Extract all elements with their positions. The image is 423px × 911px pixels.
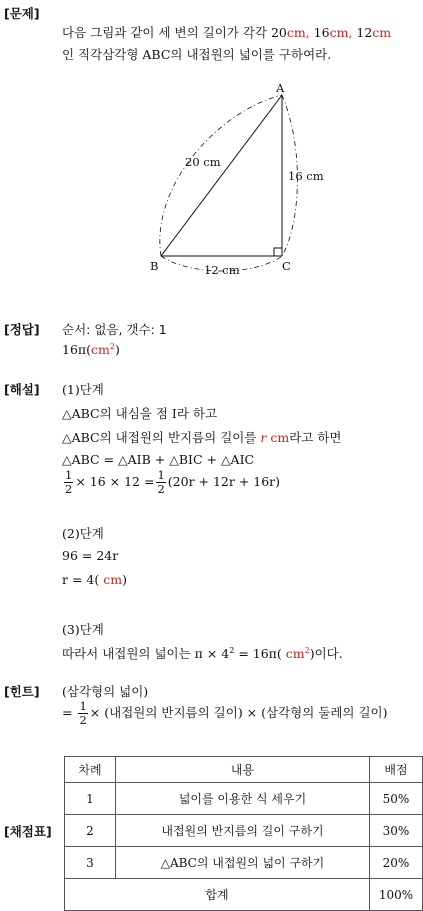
step1-line-2 <box>62 428 342 446</box>
step2-close: ) <box>122 572 127 587</box>
eq-left: × 16 × 12 = <box>75 474 155 489</box>
side-value-2: 16 <box>309 25 330 40</box>
answer-unit <box>91 342 115 357</box>
vertex-a-label: A <box>276 81 285 95</box>
row-order: 3 <box>65 847 116 879</box>
answer-label: [정답] <box>4 322 40 337</box>
step1-text-end: 라고 하면 <box>289 430 342 445</box>
unit-2: cm, <box>329 25 353 40</box>
answer-line-2 <box>62 342 120 357</box>
row-order: 2 <box>65 815 116 847</box>
fraction-half-2 <box>156 470 165 495</box>
total-row <box>65 879 423 911</box>
step1-title: (1)단계 <box>62 382 104 397</box>
table-row <box>65 815 423 847</box>
step2-unit: cm <box>99 572 123 587</box>
row-order: 1 <box>65 783 116 815</box>
step1-line-1: △ABC의 내심을 점 I라 하고 <box>62 406 218 421</box>
step1-equation <box>62 470 280 495</box>
step3-unit-exp: 2 <box>304 645 310 655</box>
side-value-1: 20 <box>270 25 287 40</box>
step2-line-2 <box>62 572 127 587</box>
rubric-table <box>64 756 423 911</box>
step2-line-1: 96 = 24r <box>62 548 119 563</box>
frac-numerator: 1 <box>157 468 165 482</box>
hint-label: [힌트] <box>4 684 40 699</box>
hint-line-1: (삼각형의 넓이) <box>62 684 149 699</box>
radius-var: r <box>260 430 267 445</box>
step3-unit-text: cm <box>281 646 305 661</box>
row-content: 넓이를 이용한 식 세우기 <box>116 783 370 815</box>
side-value-3: 12 <box>352 25 373 40</box>
frac-denominator: 2 <box>79 712 87 727</box>
rubric-label: [채점표] <box>4 824 52 839</box>
step3-title: (3)단계 <box>62 622 104 637</box>
step3-text: 따라서 내접원의 넓이는 π × 4 <box>62 646 230 661</box>
step1-text: △ABC의 내접원의 반지름의 길이를 <box>62 430 261 445</box>
step2-text: r = 4( <box>62 572 100 587</box>
frac-numerator: 1 <box>65 468 73 482</box>
side-ab-label: 20 cm <box>185 155 221 169</box>
answer-unit-exp: 2 <box>109 342 115 351</box>
total-score: 100% <box>370 879 423 911</box>
row-content: 내접원의 반지름의 길이 구하기 <box>116 815 370 847</box>
right-angle-mark <box>274 248 282 256</box>
answer-close: ) <box>114 342 120 358</box>
row-score: 30% <box>370 815 423 847</box>
solution-label: [해설] <box>4 382 40 397</box>
problem-label: [문제] <box>4 6 40 21</box>
side-ac-label: 16 cm <box>288 169 324 183</box>
problem-line-2: 인 직각삼각형 ABC의 내접원의 넓이를 구하여라. <box>62 47 332 62</box>
step1-line-3: △ABC = △AIB + △BIC + △AIC <box>62 452 255 467</box>
hint-line-2 <box>62 701 388 726</box>
answer-unit-text: cm <box>91 342 110 358</box>
frac-denominator: 2 <box>65 481 73 496</box>
header-score: 배점 <box>370 757 423 783</box>
row-score: 50% <box>370 783 423 815</box>
step3-unit <box>282 646 310 661</box>
radius-unit: cm <box>266 430 290 445</box>
hint-formula: × (내접원의 반지름의 길이) × (삼각형의 둘레의 길이) <box>89 705 388 720</box>
fraction-half-1 <box>64 470 73 495</box>
unit-3: cm <box>372 25 392 40</box>
table-row <box>65 783 423 815</box>
row-score: 20% <box>370 847 423 879</box>
side-bc-label: 12 cm <box>204 263 240 277</box>
hint-equals: = <box>62 705 73 720</box>
rubric-header-row <box>65 757 423 783</box>
problem-text: 다음 그림과 같이 세 변의 길이가 각각 <box>62 25 271 40</box>
frac-denominator: 2 <box>157 481 165 496</box>
step2-title: (2)단계 <box>62 526 104 541</box>
triangle-figure <box>0 0 423 300</box>
step3-end: )이다. <box>309 646 343 661</box>
header-order: 차례 <box>65 757 116 783</box>
eq-right: (20r + 12r + 16r) <box>167 474 281 489</box>
unit-1: cm, <box>286 25 310 40</box>
hint-fraction <box>78 701 87 726</box>
step3-exp: 2 <box>229 645 235 655</box>
row-content: △ABC의 내접원의 넓이 구하기 <box>116 847 370 879</box>
total-label: 합계 <box>65 879 370 911</box>
vertex-b-label: B <box>150 259 159 273</box>
answer-line-1: 순서: 없음, 갯수: 1 <box>62 322 167 337</box>
answer-value: 16π( <box>62 342 91 358</box>
step3-mid: = 16π( <box>234 646 282 661</box>
table-row <box>65 847 423 879</box>
frac-numerator: 1 <box>79 699 87 713</box>
vertex-c-label: C <box>282 259 291 273</box>
header-content: 내용 <box>116 757 370 783</box>
step3-line <box>62 644 343 662</box>
